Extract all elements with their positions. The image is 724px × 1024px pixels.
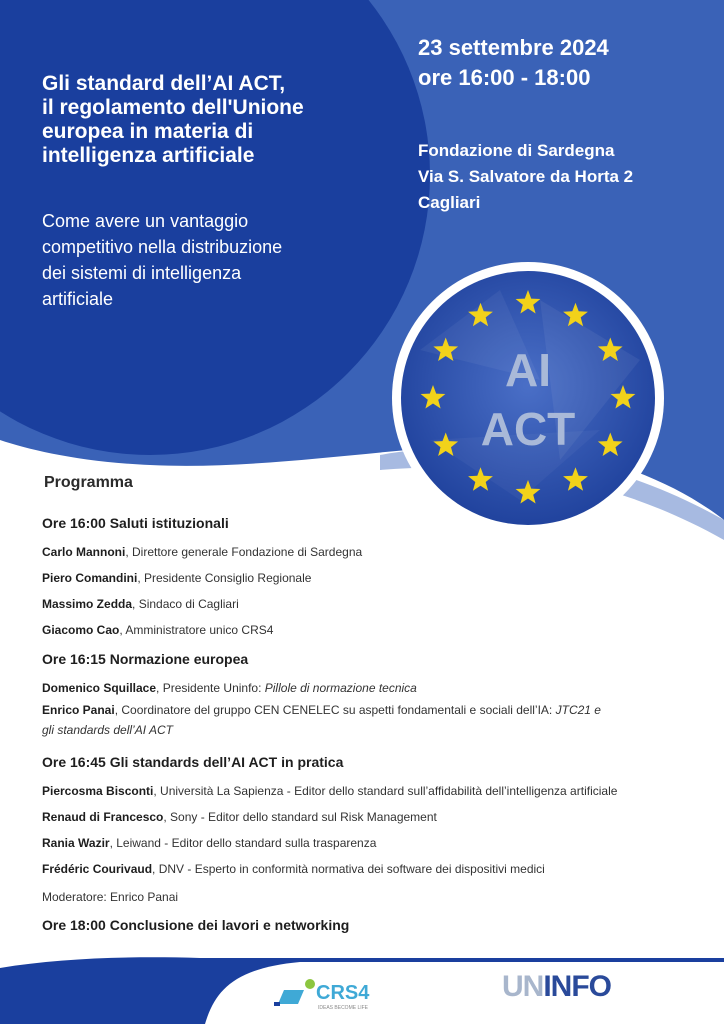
event-datetime bbox=[418, 33, 609, 93]
speaker-line: Domenico Squillace, Presidente Uninfo: Pillole di normazione tecnica bbox=[42, 681, 417, 695]
moderator: Moderatore: Enrico Panai bbox=[42, 890, 179, 904]
uninfo-logo bbox=[502, 970, 611, 1004]
session-heading: Ore 16:45 Gli standards dell’AI ACT in pratica bbox=[42, 754, 344, 770]
event-date: 23 settembre 2024 bbox=[418, 35, 609, 60]
uninfo-logo-info: INFO bbox=[543, 970, 612, 1003]
speaker-line: Piercosma Bisconti, Università La Sapienza - Editor dello standard sull’affidabilità dell’intelligenza artificiale bbox=[42, 784, 618, 798]
venue-name: Fondazione di Sardegna bbox=[418, 141, 615, 160]
speaker-line: Piero Comandini, Presidente Consiglio Regionale bbox=[42, 571, 312, 585]
speaker-line: Frédéric Courivaud, DNV - Esperto in conformità normativa dei software dei dispositivi medici bbox=[42, 862, 545, 876]
speaker-line: Enrico Panai, Coordinatore del gruppo CEN CENELEC su aspetti fondamentali e sociali dell’IA: JTC21 e bbox=[42, 703, 601, 717]
event-venue bbox=[418, 138, 633, 216]
badge-line2: ACT bbox=[480, 403, 576, 455]
venue-address: Via S. Salvatore da Horta 2 bbox=[418, 167, 634, 186]
uninfo-logo-un: UN bbox=[502, 970, 544, 1003]
session-heading: Ore 16:15 Normazione europea bbox=[42, 651, 249, 667]
speaker-line: Carlo Mannoni, Direttore generale Fondazione di Sardegna bbox=[42, 545, 363, 559]
program-title: Programma bbox=[44, 474, 133, 491]
crs4-logo bbox=[268, 972, 408, 1012]
crs4-shape bbox=[278, 990, 304, 1004]
closing-heading: Ore 18:00 Conclusione dei lavori e networking bbox=[42, 917, 350, 933]
speaker-line: Giacomo Cao, Amministratore unico CRS4 bbox=[42, 623, 274, 637]
crs4-tagline: IDEAS BECOME LIFE bbox=[318, 1005, 369, 1011]
speaker-line: Massimo Zedda, Sindaco di Cagliari bbox=[42, 597, 239, 611]
crs4-wordmark: CRS4 bbox=[316, 982, 370, 1004]
event-title: Gli standard dell’AI ACT, il regolamento dell'Unione europea in materia di intelligenza artificiale bbox=[42, 72, 304, 167]
crs4-dot bbox=[305, 979, 315, 989]
venue-city: Cagliari bbox=[418, 193, 481, 212]
speaker-line: Rania Wazir, Leiwand - Editor dello standard sulla trasparenza bbox=[42, 836, 377, 850]
event-time: ore 16:00 - 18:00 bbox=[418, 65, 591, 90]
speaker-line: Renaud di Francesco, Sony - Editor dello standard sul Risk Management bbox=[42, 810, 437, 824]
session-heading: Ore 16:00 Saluti istituzionali bbox=[42, 515, 229, 531]
speaker-line-cont: gli standards dell’AI ACT bbox=[42, 723, 173, 737]
badge-line1: AI bbox=[505, 344, 551, 396]
event-subtitle: Come avere un vantaggio competitivo nella distribuzione dei sistemi di intelligenza artificiale bbox=[42, 211, 283, 309]
crs4-pixel bbox=[274, 1002, 280, 1006]
